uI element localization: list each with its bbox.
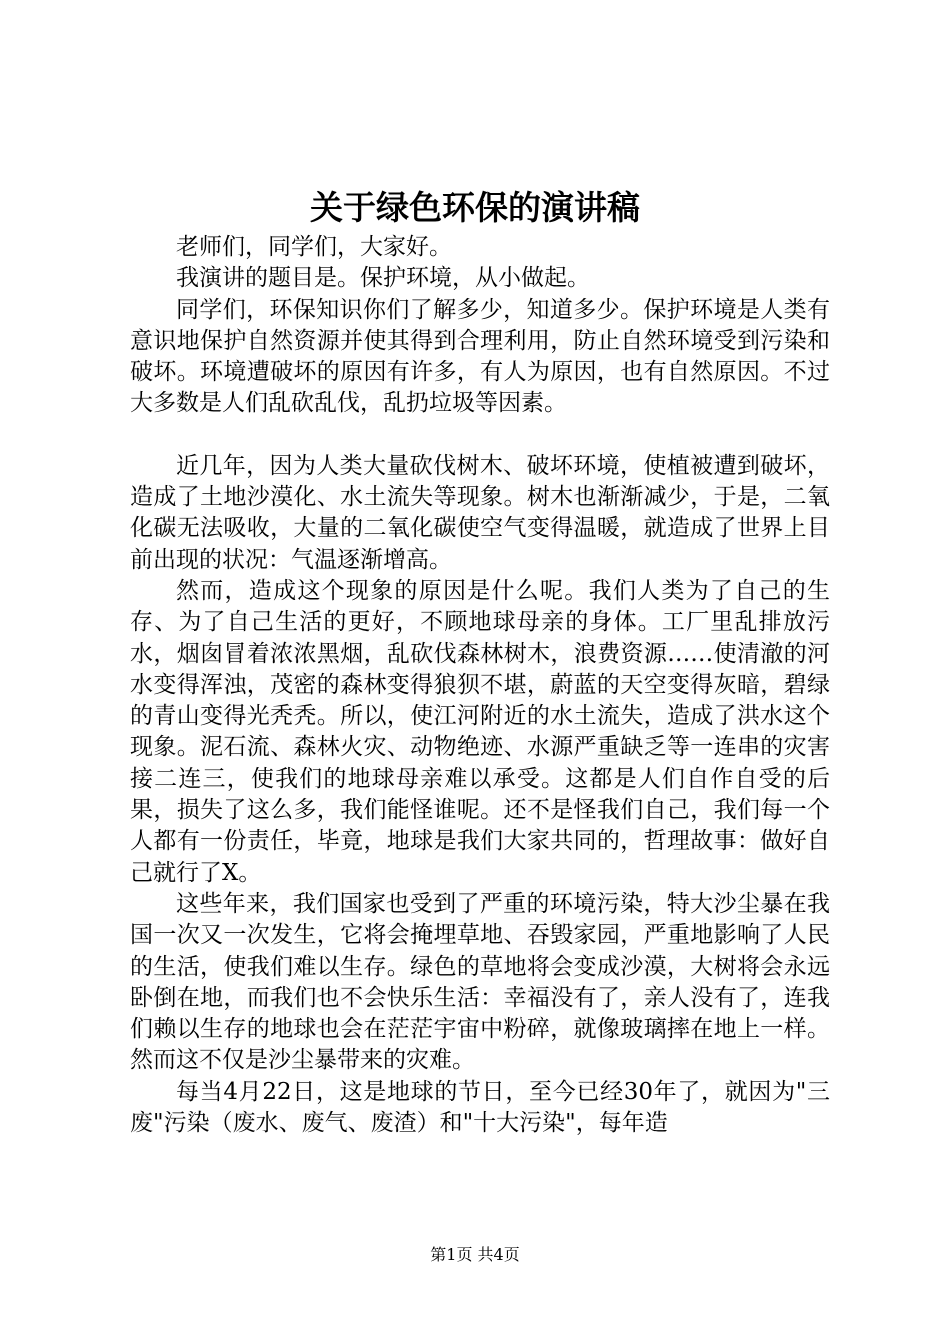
paragraph-environment-knowledge: 同学们，环保知识你们了解多少，知道多少。保护环境是人类有意识地保护自然资源并使其得到合理利用，防止自然环境受到污染和破坏。环境遭破坏的原因有许多，有人为原因，也有自然原因。不过大多数是人们乱砍乱伐，乱扔垃圾等因素。 [130, 296, 830, 417]
paragraph-recent-years: 近几年，因为人类大量砍伐树木、破坏环境，使植被遭到破坏，造成了土地沙漠化、水土流失等现象。树木也渐渐减少，于是，二氧化碳无法吸收，大量的二氧化碳使空气变得温暖，就造成了世界上目前出现的状况：气温逐渐增高。 [130, 452, 830, 573]
page-footer: 第1页 共4页 [430, 1245, 520, 1264]
document-body [130, 232, 830, 1139]
paragraph-greeting: 老师们，同学们，大家好。 [176, 234, 452, 260]
paragraph-spacer [130, 420, 830, 451]
paragraph-topic: 我演讲的题目是。保护环境，从小做起。 [176, 265, 590, 292]
document-title: 关于绿色环保的演讲稿 [310, 188, 640, 227]
paragraph-earth-day: 每当4月22日，这是地球的节日，至今已经30年了，就因为"三废"污染（废水、废气、废渣）和"十大污染"，每年造 [130, 1078, 830, 1137]
paragraph-pollution: 这些年来，我们国家也受到了严重的环境污染，特大沙尘暴在我国一次又一次发生，它将会掩埋草地、吞毁家园，严重地影响了人民的生活，使我们难以生存。绿色的草地将会变成沙漠，大树将会永远卧倒在地，而我们也不会快乐生活：幸福没有了，亲人没有了，连我们赖以生存的地球也会在茫茫宇宙中粉碎，就像玻璃摔在地上一样。然而这不仅是沙尘暴带来的灾难。 [130, 890, 830, 1074]
paragraph-causes: 然而，造成这个现象的原因是什么呢。我们人类为了自己的生存、为了自己生活的更好，不顾地球母亲的身体。工厂里乱排放污水，烟囱冒着浓浓黑烟，乱砍伐森林树木，浪费资源……使清澈的河水变得浑浊，茂密的森林变得狼狈不堪，蔚蓝的天空变得灰暗，碧绿的青山变得光秃秃。所以，使江河附近的水土流失，造成了洪水这个现象。泥石流、森林火灾、动物绝迹、水源严重缺乏等一连串的灾害接二连三，使我们的地球母亲难以承受。这都是人们自作自受的后果，损失了这么多，我们能怪谁呢。还不是怪我们自己，我们每一个人都有一份责任，毕竟，地球是我们大家共同的，哲理故事：做好自己就行了X。 [130, 577, 830, 886]
